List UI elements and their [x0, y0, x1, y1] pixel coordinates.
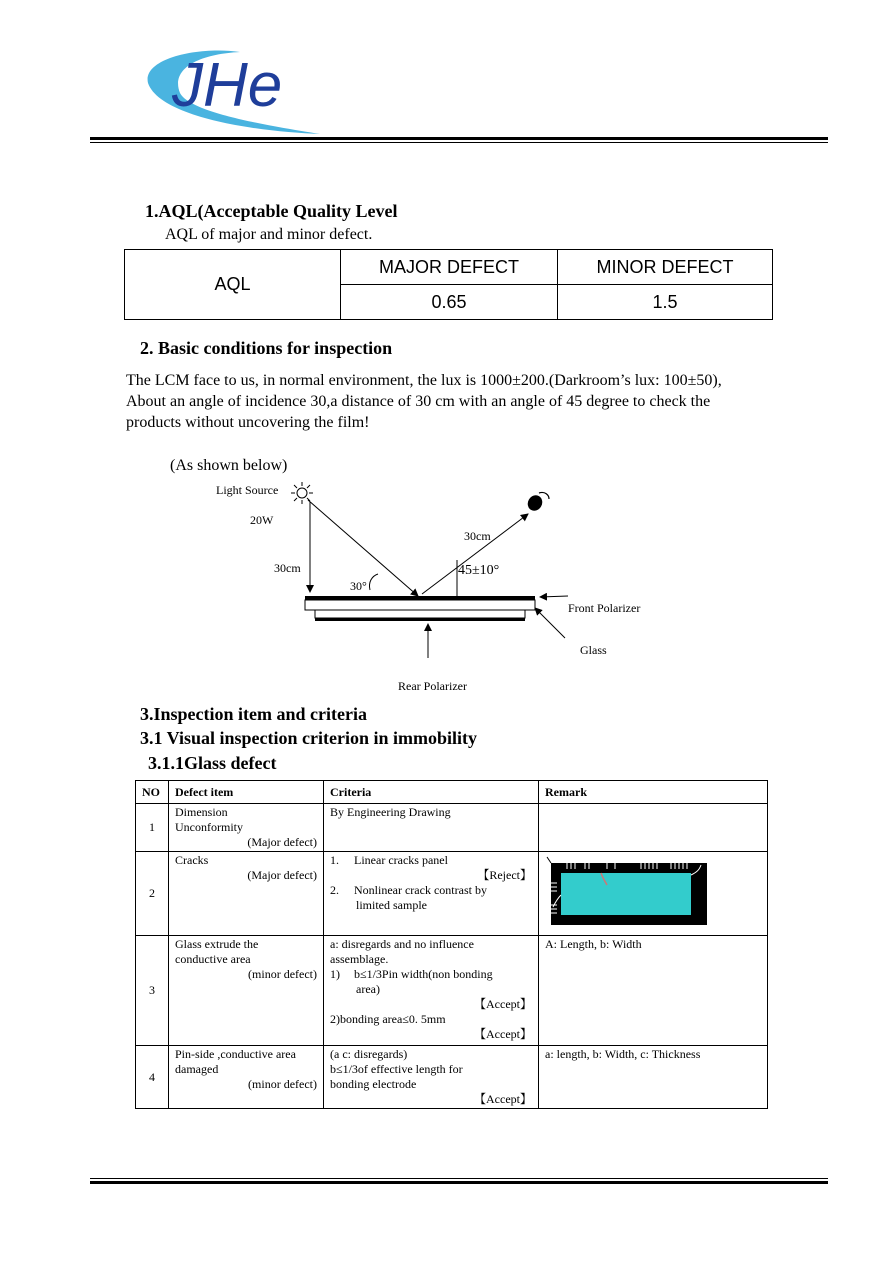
remark-text: a: length, b: Width, c: Thickness [545, 1047, 701, 1061]
section2-line2: About an angle of incidence 30,a distance of 30 cm with an angle of 45 degree to check the [126, 393, 711, 410]
section2-line1: The LCM face to us, in normal environment, the lux is 1000±200.(Darkroom’s lux: 100±50), [126, 372, 722, 389]
section2-line3: products without uncovering the film! [126, 414, 370, 431]
incidence-angle-label: 30° [350, 579, 367, 593]
eye-icon [525, 492, 549, 513]
criteria-text: Linear cracks panel [354, 853, 448, 867]
defect-item: Cracks [175, 853, 209, 867]
criteria-text: 2)bonding area≤0. 5mm [330, 1012, 446, 1026]
row-no: 1 [136, 804, 169, 852]
light-source-label: Light Source [216, 483, 279, 497]
section1-title: 1.AQL(Acceptable Quality Level [145, 201, 398, 221]
col-header-no: NO [136, 781, 169, 804]
glass-label: Glass [580, 643, 607, 657]
cracked-panel-illustration [545, 855, 711, 927]
defect-class: (minor defect) [248, 1077, 317, 1091]
criteria-tag: 【Accept】 [474, 1027, 532, 1041]
section2-title: 2. Basic conditions for inspection [140, 338, 393, 358]
defect-item: Glass extrude the [175, 937, 259, 951]
criteria-text: (a c: disregards) [330, 1047, 408, 1061]
view-angle-label: 45±10° [458, 563, 500, 578]
row-no: 3 [136, 936, 169, 1046]
major-defect-header: MAJOR DEFECT [341, 250, 558, 285]
defect-item: conductive area [175, 952, 251, 966]
defect-item: Dimension [175, 805, 228, 819]
remark-text: A: Length, b: Width [545, 937, 642, 951]
minor-defect-value: 1.5 [558, 285, 773, 320]
col-header-remark: Remark [539, 781, 768, 804]
criteria-text: a: disregards and no influence [330, 937, 474, 951]
table-row [136, 804, 768, 852]
table-row [136, 1046, 768, 1109]
criteria-text: Nonlinear crack contrast by [354, 883, 487, 897]
logo-text: JHe [172, 51, 283, 120]
section3-sub2: 3.1.1Glass defect [148, 753, 277, 773]
criteria-number: 2. [330, 883, 339, 897]
sun-icon [291, 482, 313, 504]
diagonal-distance-label: 30cm [464, 529, 491, 543]
col-header-criteria: Criteria [324, 781, 539, 804]
defect-class: (minor defect) [248, 967, 317, 981]
col-header-item: Defect item [169, 781, 324, 804]
row-no: 2 [136, 852, 169, 936]
major-defect-value: 0.65 [341, 285, 558, 320]
criteria-tag: 【Reject】 [477, 868, 532, 882]
criteria-number: 1. [330, 853, 339, 867]
defect-class: (Major defect) [247, 868, 317, 882]
criteria-number: 1) [330, 967, 340, 981]
header-rule [90, 137, 828, 140]
table-row [136, 936, 768, 1046]
criteria-tag: 【Accept】 [474, 997, 532, 1011]
front-polarizer-label: Front Polarizer [568, 601, 641, 615]
criteria-tag: 【Accept】 [474, 1092, 532, 1106]
defect-item: Pin-side ,conductive area [175, 1047, 296, 1061]
criteria-text: assemblage. [330, 952, 389, 966]
criteria-text: bonding electrode [330, 1077, 417, 1091]
glass-defect-table [135, 780, 768, 1109]
criteria-text: b≤1/3of effective length for [330, 1062, 463, 1076]
defect-class: (Major defect) [247, 835, 317, 849]
company-logo [140, 38, 340, 138]
section1-subtitle: AQL of major and minor defect. [165, 226, 373, 243]
defect-item: Unconformity [175, 820, 243, 834]
vertical-distance-label: 30cm [274, 561, 301, 575]
as-shown-below: (As shown below) [170, 457, 288, 474]
criteria-text: limited sample [356, 898, 427, 912]
row-no: 4 [136, 1046, 169, 1109]
criteria-text: By Engineering Drawing [330, 805, 451, 819]
criteria-text: area) [356, 982, 380, 996]
footer-rule-thin [90, 1178, 828, 1179]
inspection-diagram [210, 478, 660, 698]
header-rule-thin [90, 142, 828, 143]
defect-item: damaged [175, 1062, 219, 1076]
aql-row-label: AQL [125, 250, 341, 320]
power-label: 20W [250, 513, 274, 527]
section3-sub1: 3.1 Visual inspection criterion in immobility [140, 728, 478, 748]
section3-title: 3.Inspection item and criteria [140, 704, 367, 724]
minor-defect-header: MINOR DEFECT [558, 250, 773, 285]
rear-polarizer-label: Rear Polarizer [398, 679, 467, 693]
table-row [136, 852, 768, 936]
footer-rule [90, 1181, 828, 1184]
aql-table [124, 249, 773, 320]
criteria-text: b≤1/3Pin width(non bonding [354, 967, 493, 981]
